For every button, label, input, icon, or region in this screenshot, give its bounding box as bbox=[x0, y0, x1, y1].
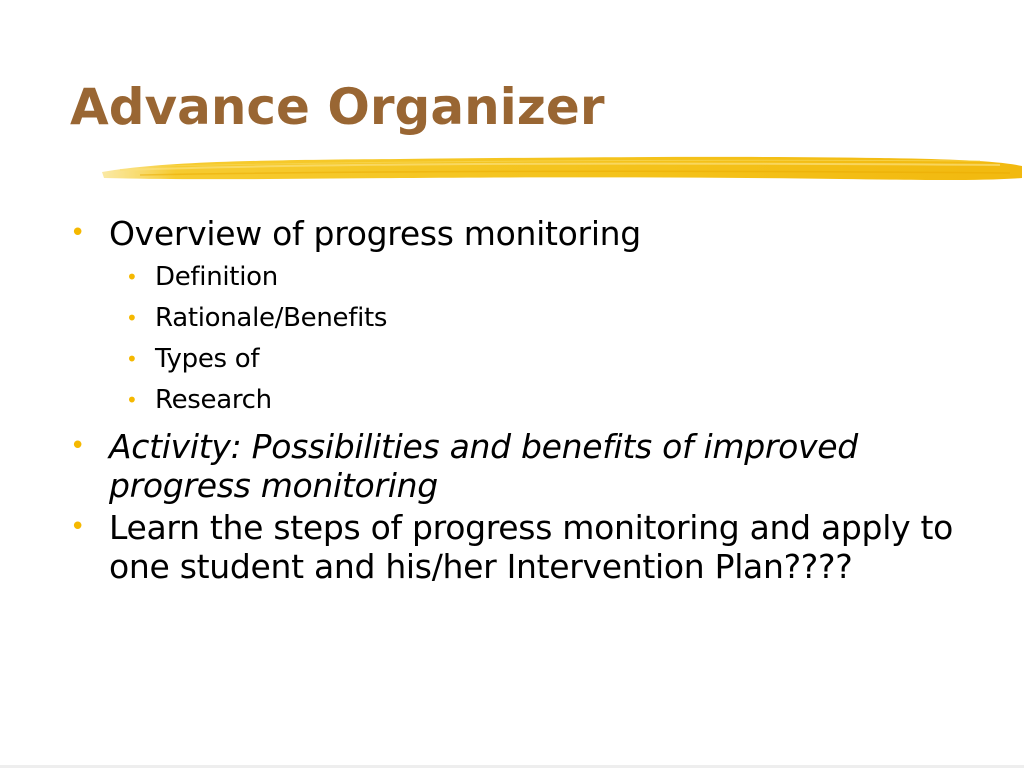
bullet-item bbox=[70, 214, 1000, 421]
slide-title: Advance Organizer bbox=[70, 78, 605, 136]
sub-bullet-item bbox=[126, 298, 1000, 339]
sub-bullet-text: Types of bbox=[155, 344, 260, 374]
bullet-text: Learn the steps of progress monitoring and apply to one student and his/her Intervention Plan???? bbox=[109, 508, 954, 586]
sub-bullet-item bbox=[126, 380, 1000, 421]
bullet-dot-icon: • bbox=[70, 431, 86, 461]
bullet-dot-icon: • bbox=[126, 388, 138, 412]
bullet-dot-icon: • bbox=[70, 218, 86, 248]
highlighter-stroke bbox=[100, 148, 1024, 188]
bullet-list bbox=[70, 214, 1000, 589]
sub-bullet-text: Rationale/Benefits bbox=[155, 303, 388, 333]
bullet-item bbox=[70, 427, 1000, 505]
bullet-text: Overview of progress monitoring bbox=[109, 214, 641, 253]
bullet-text: Activity: Possibilities and benefits of improved progress monitoring bbox=[109, 427, 858, 505]
sub-bullet-item bbox=[126, 257, 1000, 298]
bullet-dot-icon: • bbox=[126, 306, 138, 330]
sub-bullet-text: Research bbox=[155, 385, 272, 415]
bullet-item bbox=[70, 508, 1000, 586]
bullet-dot-icon: • bbox=[126, 265, 138, 289]
bullet-dot-icon: • bbox=[70, 512, 86, 542]
bullet-dot-icon: • bbox=[126, 347, 138, 371]
sub-bullet-list bbox=[109, 257, 1000, 421]
sub-bullet-text: Definition bbox=[155, 262, 278, 292]
sub-bullet-item bbox=[126, 339, 1000, 380]
